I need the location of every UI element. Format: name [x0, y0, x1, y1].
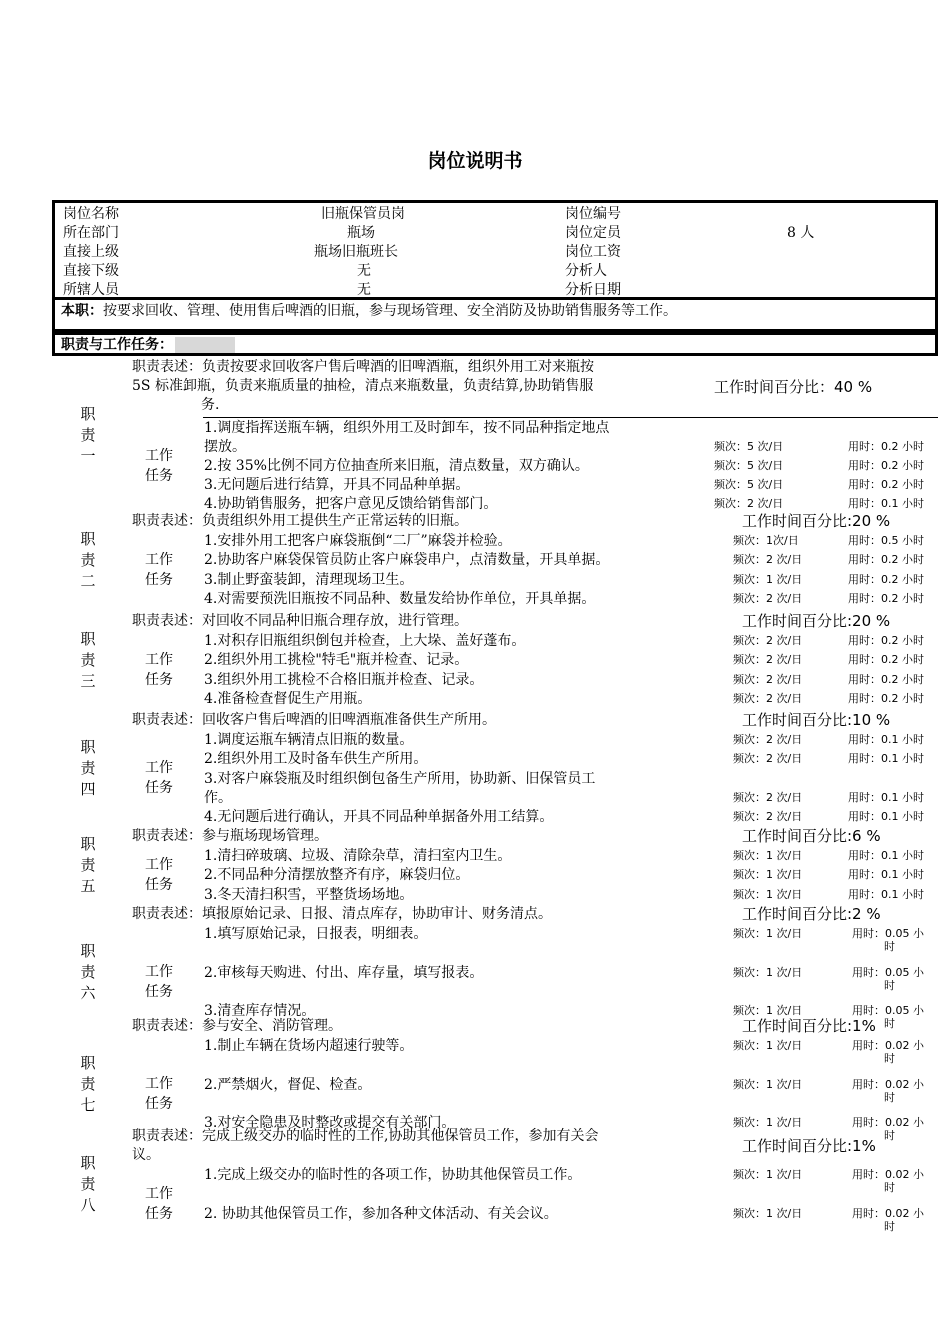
task-frequency: 频次：2 次/日	[733, 553, 803, 567]
task-duration: 时	[884, 1129, 895, 1142]
tasks-heading: 职责与工作任务：	[61, 337, 173, 353]
basic-info-table	[52, 200, 938, 300]
task-item: 3.清查库存情况。	[204, 1003, 316, 1019]
task-duration: 用时：0.2 小时	[848, 459, 924, 472]
task-item: 2.组织外用工挑检"特毛"瓶并检查、记录。	[204, 652, 469, 669]
time-percentage: 工作时间百分比:6 %	[742, 827, 881, 845]
task-frequency: 频次：2 次/日	[733, 752, 803, 766]
task-item: 3.对客户麻袋瓶及时组织倒包备生产所用，协助新、旧保管员工	[204, 770, 596, 787]
task-frequency: 频次：1 次/日	[733, 1206, 803, 1220]
task-item: 1.调度运瓶车辆清点旧瓶的数量。	[204, 732, 414, 749]
work-task-label: 任务	[145, 877, 173, 893]
task-item: 3.无问题后进行结算，开具不同品种单据。	[204, 477, 470, 494]
page-title: 岗位说明书	[427, 150, 523, 172]
duty-label: 八	[80, 1196, 96, 1215]
task-duration: 用时：0.02 小	[852, 1206, 924, 1220]
task-duration: 时	[884, 1017, 895, 1030]
task-duration: 用时：0.02 小	[852, 1168, 924, 1182]
task-frequency: 频次：5 次/日	[714, 439, 784, 453]
task-duration: 用时：0.02 小	[852, 1077, 924, 1091]
time-percentage: 工作时间百分比:20 %	[742, 512, 891, 530]
task-duration: 时	[884, 1181, 895, 1195]
duty-description: 务.	[201, 397, 220, 414]
duty-label: 三	[80, 671, 96, 690]
task-duration: 时	[884, 978, 895, 992]
time-percentage: 工作时间百分比:1%	[742, 1137, 876, 1156]
duty-description: 职责表述：参与安全、消防管理。	[132, 1018, 342, 1034]
task-frequency: 频次：1 次/日	[733, 965, 803, 979]
duty-description: 职责表述：填报原始记录、日报、清点库存，协助审计、财务清点。	[132, 906, 552, 922]
task-item: 1.对积存旧瓶组织倒包并检查，上大垛、盖好蓬布。	[204, 633, 526, 650]
task-frequency: 频次：2 次/日	[733, 790, 803, 804]
task-item: 3.冬天清扫积雪，平整货场场地。	[204, 886, 414, 903]
task-item: 4.对需要预洗旧瓶按不同品种、数量发给协作单位，开具单据。	[204, 590, 596, 607]
task-item: 2.审核每天购进、付出、库存量，填写报表。	[204, 964, 484, 981]
duty-label: 职	[80, 629, 96, 648]
task-item: 1.制止车辆在货场内超速行驶等。	[204, 1038, 414, 1055]
task-item: 3.制止野蛮装卸，清理现场卫生。	[204, 571, 414, 588]
duty-description: 职责表述：参与瓶场现场管理。	[132, 828, 328, 844]
task-duration: 用时：0.2 小时	[848, 591, 924, 605]
task-item: 1.安排外用工把客户麻袋瓶倒“二厂”麻袋并检验。	[204, 533, 512, 550]
duty-label: 职	[80, 834, 96, 853]
task-duration: 用时：0.2 小时	[848, 653, 924, 667]
duty-label: 责	[80, 650, 96, 669]
time-percentage: 工作时间百分比:20 %	[742, 612, 891, 630]
task-frequency: 频次：1 次/日	[733, 849, 803, 863]
task-frequency: 频次：1 次/日	[733, 1077, 803, 1091]
duty-description: 职责表述：回收客户售后啤酒的旧啤酒瓶准备供生产所用。	[132, 712, 496, 728]
task-frequency: 频次：5 次/日	[714, 478, 784, 492]
subordinate-label: 直接下级	[63, 263, 119, 279]
task-item: 4.无问题后进行确认，开具不同品种单据备外用工结算。	[204, 809, 554, 825]
time-percentage: 工作时间百分比:2 %	[742, 905, 881, 923]
task-frequency: 频次：1 次/日	[733, 868, 803, 882]
task-frequency: 频次：1次/日	[733, 534, 799, 548]
work-task-label: 工作	[145, 857, 173, 873]
superior-value: 瓶场旧瓶班长	[314, 244, 398, 260]
task-duration: 用时：0.5 小时	[848, 534, 924, 548]
duty-label: 职	[80, 738, 96, 757]
task-item: 4.准备检查督促生产用瓶。	[204, 690, 372, 707]
task-item: 2.不同品种分清摆放整齐有序，麻袋归位。	[204, 867, 470, 884]
task-item: 1.完成上级交办的临时性的各项工作，协助其他保管员工作。	[204, 1167, 582, 1184]
task-duration: 用时：0.05 小	[852, 1004, 924, 1017]
duty-label: 七	[80, 1095, 96, 1114]
task-item: 4.协助销售服务，把客户意见反馈给销售部门。	[204, 496, 498, 513]
duty-label: 职	[80, 1154, 96, 1173]
duty-label: 责	[80, 855, 96, 874]
duty-label: 六	[80, 983, 96, 1002]
task-item: 2.按 35%比例不同方位抽查所来旧瓶，清点数量，双方确认。	[204, 458, 589, 474]
task-duration: 用时：0.2 小时	[848, 691, 924, 705]
duty-label: 责	[80, 1074, 96, 1093]
task-duration: 用时：0.1 小时	[848, 887, 924, 901]
task-duration: 时	[884, 1090, 895, 1104]
task-duration: 用时：0.2 小时	[848, 478, 924, 492]
salary-label: 岗位工资	[565, 244, 621, 260]
duty-label: 二	[80, 571, 96, 590]
work-task-label: 工作	[145, 963, 173, 980]
duty-label: 四	[80, 780, 96, 799]
duty-label: 职	[80, 529, 96, 548]
duty-label: 职	[80, 941, 96, 960]
task-duration: 用时：0.2 小时	[848, 553, 924, 567]
work-task-label: 任务	[145, 983, 173, 1000]
duty-label: 职	[80, 405, 96, 424]
work-task-label: 工作	[145, 1075, 173, 1092]
duty-description: 职责表述：完成上级交办的临时性的工作,协助其他保管员工作，参加有关会	[132, 1128, 599, 1144]
task-duration: 用时：0.1 小时	[848, 868, 924, 882]
dept-label: 所在部门	[63, 225, 119, 241]
task-frequency: 频次：2 次/日	[733, 733, 803, 747]
work-task-label: 工作	[145, 651, 173, 668]
staff-label: 所辖人员	[63, 282, 119, 298]
task-duration: 用时：0.02 小	[852, 1039, 924, 1053]
duty-description: 议。	[132, 1147, 160, 1164]
work-task-label: 任务	[145, 571, 173, 588]
task-duration: 用时：0.02 小	[852, 1116, 924, 1129]
task-item: 1.清扫碎玻璃、垃圾、清除杂草，清扫室内卫生。	[204, 848, 512, 865]
task-frequency: 频次：1 次/日	[733, 887, 803, 901]
duty-label: 一	[80, 447, 96, 466]
dept-value: 瓶场	[347, 225, 375, 241]
task-frequency: 频次：2 次/日	[733, 653, 803, 667]
date-label: 分析日期	[565, 282, 621, 298]
duty-label: 责	[80, 550, 96, 569]
task-frequency: 频次：2 次/日	[733, 691, 803, 705]
work-task-label: 工作	[145, 447, 173, 464]
task-frequency: 频次：2 次/日	[733, 591, 803, 605]
task-frequency: 频次：1 次/日	[733, 572, 803, 586]
task-duration: 用时：0.1 小时	[848, 810, 924, 823]
task-duration: 用时：0.2 小时	[848, 634, 924, 648]
task-duration: 用时：0.1 小时	[848, 733, 924, 747]
main-duty-label: 本职：	[61, 303, 103, 319]
duty-label: 职	[80, 1053, 96, 1072]
work-task-label: 工作	[145, 1185, 173, 1202]
task-item: 作。	[204, 789, 232, 806]
task-frequency: 频次：2 次/日	[733, 672, 803, 686]
quota-label: 岗位定员	[565, 225, 621, 241]
tasks-heading-row	[52, 332, 938, 356]
quota-value: 8 人	[787, 225, 815, 241]
task-item: 2.协助客户麻袋保管员防止客户麻袋串户，点清数量，开具单据。	[204, 552, 610, 569]
main-duty-text: 按要求回收、管理、使用售后啤酒的旧瓶，参与现场管理、安全消防及协助销售服务等工作。	[103, 303, 677, 319]
duty-description: 职责表述：负责按要求回收客户售后啤酒的旧啤酒瓶，组织外用工对来瓶按	[132, 359, 594, 375]
task-duration: 用时：0.1 小时	[848, 497, 924, 511]
work-task-label: 工作	[145, 760, 173, 777]
heading-shade	[175, 337, 235, 353]
work-task-label: 任务	[145, 671, 173, 688]
post-name-label: 岗位名称	[63, 206, 119, 222]
task-frequency: 频次：2 次/日	[714, 497, 784, 511]
duty-description: 职责表述：对回收不同品种旧瓶合理存放，进行管理。	[132, 613, 468, 629]
task-item: 2.组织外用工及时备车供生产所用。	[204, 751, 428, 768]
time-percentage: 工作时间百分比:10 %	[742, 711, 891, 729]
task-duration: 用时：0.2 小时	[848, 672, 924, 686]
duty-label: 责	[80, 759, 96, 778]
task-item: 2. 协助其他保管员工作，参加各种文体活动、有关会议。	[204, 1205, 558, 1222]
work-task-label: 任务	[145, 1205, 173, 1222]
post-name-value: 旧瓶保管员岗	[321, 206, 405, 222]
main-duty-row	[52, 300, 938, 332]
duty-label: 责	[80, 426, 96, 445]
separator-line	[203, 417, 938, 418]
subordinate-value: 无	[357, 263, 371, 279]
task-item: 2.严禁烟火，督促、检查。	[204, 1076, 372, 1093]
task-item: 3.对安全隐患及时整改或提交有关部门。	[204, 1115, 456, 1131]
task-duration: 用时：0.2 小时	[848, 572, 924, 586]
work-task-label: 任务	[145, 1095, 173, 1112]
task-frequency: 频次：1 次/日	[733, 1039, 803, 1053]
task-item: 1.填写原始记录，日报表，明细表。	[204, 926, 428, 943]
task-frequency: 频次：2 次/日	[733, 810, 803, 823]
staff-value: 无	[357, 282, 371, 298]
duty-description: 职责表述：负责组织外用工提供生产正常运转的旧瓶。	[132, 513, 468, 529]
analyst-label: 分析人	[565, 263, 607, 279]
duty-description: 5S 标准卸瓶，负责来瓶质量的抽检，清点来瓶数量，负责结算,协助销售服	[132, 378, 594, 395]
task-duration: 用时：0.05 小	[852, 927, 924, 941]
task-duration: 用时：0.1 小时	[848, 790, 924, 804]
task-item: 摆放。	[204, 438, 246, 455]
duty-label: 五	[80, 876, 96, 895]
task-item: 3.组织外用工挑检不合格旧瓶并检查、记录。	[204, 671, 484, 688]
task-frequency: 频次：1 次/日	[733, 1116, 803, 1129]
task-frequency: 频次：1 次/日	[733, 1168, 803, 1182]
work-task-label: 任务	[145, 467, 173, 484]
task-duration: 用时：0.2 小时	[848, 439, 924, 453]
task-item: 1.调度指挥送瓶车辆，组织外用工及时卸车，按不同品种指定地点	[204, 419, 610, 436]
task-frequency: 频次：1 次/日	[733, 927, 803, 941]
time-percentage: 工作时间百分比：40 %	[714, 377, 873, 396]
task-duration: 用时：0.1 小时	[848, 849, 924, 863]
duty-label: 责	[80, 962, 96, 981]
task-duration: 时	[884, 1052, 895, 1066]
post-code-label: 岗位编号	[565, 206, 621, 222]
task-duration: 时	[884, 1219, 895, 1233]
task-duration: 时	[884, 940, 895, 954]
time-percentage: 工作时间百分比:1%	[742, 1017, 876, 1035]
task-duration: 用时：0.1 小时	[848, 752, 924, 766]
work-task-label: 工作	[145, 551, 173, 568]
duty-label: 责	[80, 1175, 96, 1194]
task-frequency: 频次：1 次/日	[733, 1004, 803, 1017]
work-task-label: 任务	[145, 780, 173, 797]
task-duration: 用时：0.05 小	[852, 965, 924, 979]
task-frequency: 频次：2 次/日	[733, 634, 803, 648]
superior-label: 直接上级	[63, 244, 119, 260]
task-frequency: 频次：5 次/日	[714, 459, 784, 472]
